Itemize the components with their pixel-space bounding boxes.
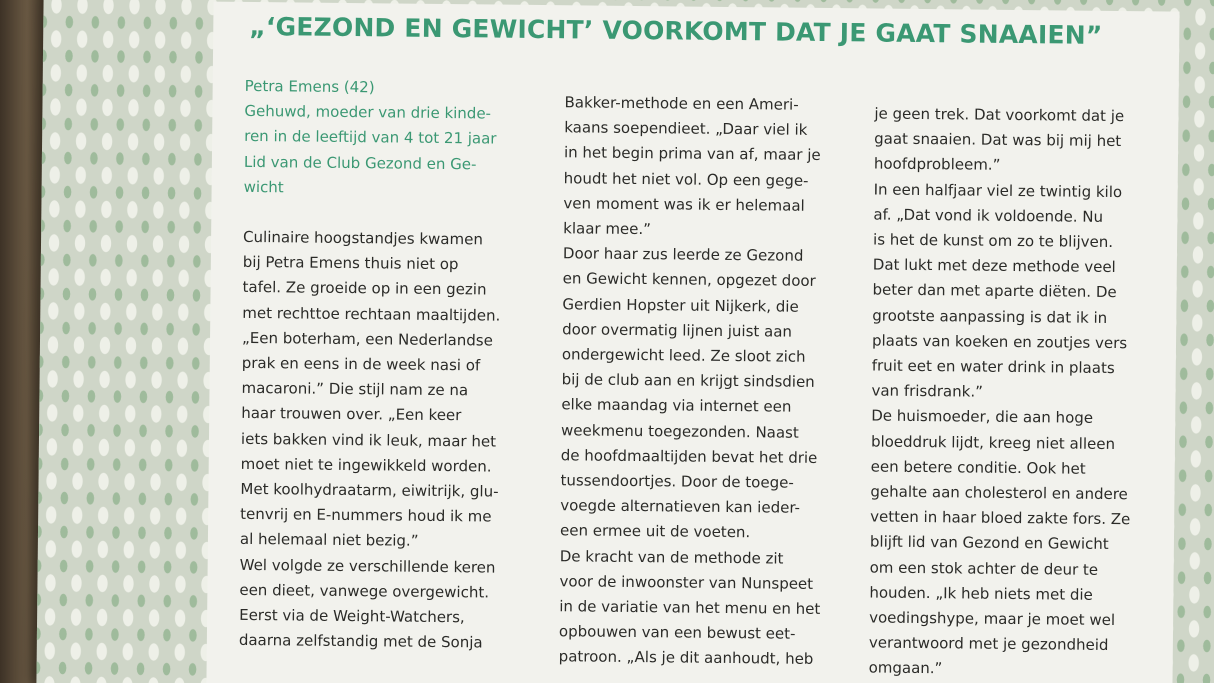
text-line: elke maandag via internet een	[561, 395, 792, 417]
text-line: De kracht van de methode zit	[559, 546, 784, 568]
text-line: macaroni.” Die stijl nam ze na	[241, 379, 469, 400]
text-line: in het begin prima van af, maar je	[563, 143, 821, 165]
text-line: prak en eens in de week nasi of	[241, 353, 481, 375]
bio-line: ren in de leeftijd van 4 tot 21 jaar	[244, 127, 497, 148]
column-2	[559, 90, 865, 673]
text-line: hoofdprobleem.”	[873, 154, 1001, 175]
text-line: tafel. Ze groeide op in een gezin	[242, 278, 487, 299]
text-line: blijft lid van Gezond en Gewicht	[869, 532, 1109, 554]
text-line: houden. „Ik heb niets met die	[869, 583, 1093, 604]
text-line: voor de inwoonster van Nunspeet	[559, 572, 814, 593]
text-line: plaats van koeken en zoutjes vers	[871, 331, 1128, 352]
text-line: met rechttoe rechtaan maaltijden.	[242, 303, 501, 325]
text-line: patroon. „Als je dit aanhoudt, heb	[558, 647, 814, 669]
text-line: daarna zelfstandig met de Sonja	[238, 631, 483, 652]
text-line: iets bakken vind ik leuk, maar het	[240, 429, 497, 451]
text-line: Dat lukt met deze methode veel	[872, 255, 1116, 277]
bio-box	[243, 74, 544, 203]
text-line: Culinaire hoogstandjes kwamen	[243, 227, 483, 249]
text-line: en Gewicht kennen, opgezet door	[562, 269, 816, 291]
text-line: verantwoord met je gezondheid	[868, 633, 1109, 655]
text-line: een betere conditie. Ook het	[870, 457, 1086, 478]
text-line: opbouwen van een bewust eet-	[558, 622, 796, 643]
bio-line: Gehuwd, moeder van drie kinde-	[244, 102, 492, 123]
text-line: kaans soependieet. „Daar viel ik	[564, 118, 808, 139]
text-line: de hoofdmaaltijden bevat het drie	[560, 446, 818, 467]
text-line: omgaan.”	[868, 658, 943, 678]
text-line: „Een boterham, een Nederlandse	[241, 328, 493, 350]
text-line: om een stok achter de deur te	[869, 558, 1099, 579]
column-3	[868, 101, 1164, 683]
text-line: weekmenu toegezonden. Naast	[561, 420, 799, 442]
text-line: Bakker-methode en een Ameri-	[564, 93, 799, 114]
article-area	[206, 2, 1179, 683]
text-line: je geen trek. Dat voorkomt dat je	[874, 104, 1125, 126]
text-line: al helemaal niet bezig.”	[239, 530, 419, 551]
text-line: Met koolhydraatarm, eiwitrijk, glu-	[240, 479, 499, 501]
text-line: klaar mee.”	[563, 219, 652, 239]
text-line: is het de kunst om zo te blijven.	[873, 230, 1114, 252]
text-line: gehalte aan cholesterol en andere	[870, 482, 1128, 504]
text-line: Wel volgde ze verschillende keren	[239, 555, 496, 577]
text-line: bij de club aan en krijgt sindsdien	[561, 370, 815, 392]
text-line: bloeddruk lijdt, kreeg niet alleen	[870, 432, 1116, 453]
body-text	[239, 225, 543, 657]
text-line: haar trouwen over. „Een keer	[241, 404, 462, 425]
bio-line: wicht	[243, 177, 284, 197]
text-line: gaat snaaien. Dat was bij mij het	[874, 129, 1122, 151]
text-line: moet niet te ingewikkeld worden.	[240, 454, 492, 476]
text-line: van frisdrank.”	[871, 381, 984, 401]
text-line: grootste aanpassing is dat ik in	[872, 306, 1108, 327]
text-line: De huismoeder, die aan hoge	[871, 406, 1094, 428]
text-line: Door haar zus leerde ze Gezond	[562, 244, 804, 265]
text-line: voedingshype, maar je moet wel	[869, 608, 1116, 630]
text-line: in de variatie van het menu en het	[559, 597, 821, 619]
text-line: voegde alternatieven kan ieder-	[560, 496, 801, 517]
text-line: In een halfjaar viel ze twintig kilo	[873, 180, 1123, 201]
text-line: fruit eet en water drink in plaats	[871, 356, 1115, 378]
text-line: Gerdien Hopster uit Nijkerk, die	[562, 294, 799, 316]
text-line: een dieet, vanwege overgewicht.	[239, 580, 490, 602]
magazine-page	[36, 0, 1214, 683]
text-line: tenvrij en E-nummers houd ik me	[240, 505, 492, 526]
column-1	[239, 74, 545, 657]
text-line: bij Petra Emens thuis niet op	[242, 253, 459, 274]
text-line: tussendoortjes. Door de toege-	[560, 471, 794, 492]
text-line: door overmatig lijnen juist aan	[562, 320, 793, 341]
text-line: ondergewicht leed. Ze sloot zich	[561, 345, 806, 366]
text-line: ven moment was ik er helemaal	[563, 194, 805, 215]
text-line: vetten in haar bloed zakte fors. Ze	[870, 507, 1131, 529]
article-headline: „‘GEZOND EN GEWICHT’ VOORKOMT DAT JE GAAT SNAAIEN”	[249, 11, 1103, 50]
text-line: een ermee uit de voeten.	[559, 521, 751, 542]
text-line: beter dan met aparte diëten. De	[872, 280, 1117, 302]
text-line: Eerst via de Weight-Watchers,	[239, 605, 465, 627]
bio-line: Petra Emens (42)	[244, 76, 375, 97]
spacer	[243, 200, 543, 228]
text-line: af. „Dat vond ik voldoende. Nu	[873, 205, 1104, 226]
text-line: houdt het niet vol. Op een gege-	[563, 168, 809, 190]
bio-line: Lid van de Club Gezond en Ge-	[243, 152, 477, 173]
